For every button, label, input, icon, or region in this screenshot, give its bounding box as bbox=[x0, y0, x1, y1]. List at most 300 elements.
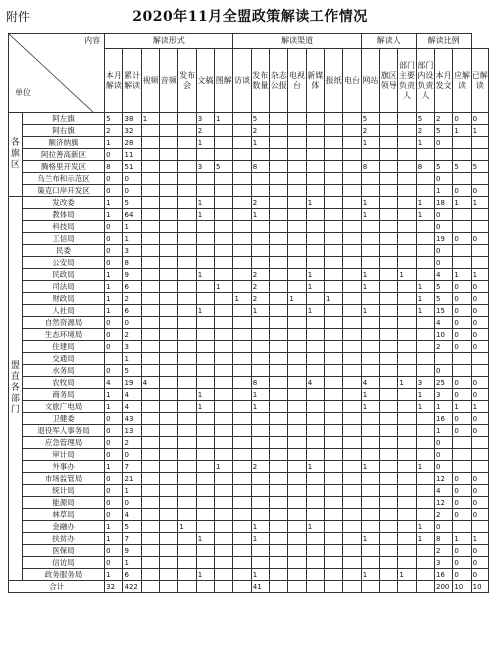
table-cell bbox=[288, 341, 306, 353]
table-cell bbox=[343, 353, 361, 365]
table-cell bbox=[361, 293, 379, 305]
table-cell: 1 bbox=[306, 269, 324, 281]
table-cell bbox=[251, 413, 269, 425]
table-cell: 0 bbox=[105, 449, 123, 461]
table-cell bbox=[306, 185, 324, 197]
table-cell bbox=[398, 545, 416, 557]
table-cell: 1 bbox=[416, 197, 434, 209]
table-cell bbox=[160, 473, 178, 485]
table-cell: 0 bbox=[435, 461, 453, 473]
table-cell: 0 bbox=[453, 497, 471, 509]
table-cell bbox=[160, 233, 178, 245]
table-cell bbox=[215, 509, 233, 521]
table-cell bbox=[215, 473, 233, 485]
table-cell bbox=[343, 521, 361, 533]
table-cell bbox=[288, 473, 306, 485]
table-cell bbox=[251, 545, 269, 557]
table-row bbox=[9, 185, 489, 197]
table-cell bbox=[141, 365, 159, 377]
table-cell bbox=[453, 365, 471, 377]
table-row bbox=[9, 173, 489, 185]
table-cell: 4 bbox=[435, 485, 453, 497]
table-cell: 5 bbox=[471, 161, 488, 173]
table-cell bbox=[343, 341, 361, 353]
table-cell bbox=[141, 173, 159, 185]
table-cell bbox=[380, 161, 398, 173]
table-cell: 1 bbox=[361, 197, 379, 209]
table-cell: 0 bbox=[453, 233, 471, 245]
table-cell bbox=[398, 209, 416, 221]
table-cell: 0 bbox=[105, 509, 123, 521]
table-cell: 3 bbox=[435, 557, 453, 569]
table-cell bbox=[288, 449, 306, 461]
table-cell bbox=[270, 533, 288, 545]
table-cell: 1 bbox=[361, 281, 379, 293]
table-cell: 1 bbox=[416, 533, 434, 545]
table-cell: 8 bbox=[416, 161, 434, 173]
table-cell bbox=[196, 437, 214, 449]
table-cell bbox=[288, 509, 306, 521]
table-cell: 0 bbox=[471, 341, 488, 353]
table-cell: 3 bbox=[196, 161, 214, 173]
table-cell bbox=[453, 257, 471, 269]
table-cell bbox=[270, 305, 288, 317]
table-cell bbox=[343, 401, 361, 413]
table-cell: 1 bbox=[306, 281, 324, 293]
table-cell: 5 bbox=[435, 293, 453, 305]
table-cell bbox=[398, 257, 416, 269]
table-cell bbox=[380, 521, 398, 533]
table-cell bbox=[453, 461, 471, 473]
table-cell bbox=[343, 449, 361, 461]
table-cell: 1 bbox=[398, 569, 416, 581]
table-cell bbox=[178, 317, 196, 329]
table-row bbox=[9, 257, 489, 269]
table-cell bbox=[141, 425, 159, 437]
table-cell bbox=[196, 377, 214, 389]
table-cell: 2 bbox=[251, 281, 269, 293]
table-cell bbox=[380, 125, 398, 137]
table-cell bbox=[361, 545, 379, 557]
table-cell bbox=[251, 365, 269, 377]
table-cell: 1 bbox=[416, 281, 434, 293]
table-cell bbox=[416, 221, 434, 233]
table-cell bbox=[288, 185, 306, 197]
table-cell bbox=[141, 125, 159, 137]
table-cell: 0 bbox=[123, 497, 141, 509]
table-cell: 0 bbox=[453, 113, 471, 125]
table-cell bbox=[288, 305, 306, 317]
table-cell bbox=[178, 149, 196, 161]
table-cell bbox=[233, 365, 251, 377]
table-cell: 4 bbox=[105, 377, 123, 389]
table-cell bbox=[416, 185, 434, 197]
table-cell bbox=[141, 221, 159, 233]
table-cell bbox=[233, 545, 251, 557]
table-cell bbox=[416, 509, 434, 521]
table-cell bbox=[270, 269, 288, 281]
table-cell bbox=[398, 521, 416, 533]
table-cell bbox=[251, 245, 269, 257]
table-cell bbox=[343, 173, 361, 185]
table-cell bbox=[380, 461, 398, 473]
table-cell: 0 bbox=[453, 485, 471, 497]
table-cell bbox=[325, 509, 343, 521]
table-cell: 0 bbox=[435, 221, 453, 233]
table-cell bbox=[288, 197, 306, 209]
column-header: 杂志公报 bbox=[270, 49, 288, 113]
column-header: 部门主要负责人 bbox=[398, 49, 416, 113]
table-cell: 0 bbox=[123, 317, 141, 329]
unit-name: 卫健委 bbox=[22, 413, 104, 425]
table-cell bbox=[178, 185, 196, 197]
table-cell bbox=[196, 185, 214, 197]
table-cell: 0 bbox=[105, 413, 123, 425]
table-cell: 0 bbox=[453, 389, 471, 401]
table-cell bbox=[233, 221, 251, 233]
table-cell: 8 bbox=[361, 161, 379, 173]
table-cell: 0 bbox=[105, 425, 123, 437]
table-cell: 0 bbox=[453, 341, 471, 353]
table-cell bbox=[141, 485, 159, 497]
table-cell bbox=[453, 137, 471, 149]
table-cell: 1 bbox=[215, 281, 233, 293]
column-header: 访谈 bbox=[233, 49, 251, 113]
unit-name: 阿拉善高新区 bbox=[22, 149, 104, 161]
table-cell bbox=[325, 245, 343, 257]
table-cell bbox=[233, 521, 251, 533]
table-cell bbox=[178, 113, 196, 125]
table-cell: 1 bbox=[105, 461, 123, 473]
table-cell: 1 bbox=[178, 521, 196, 533]
table-cell bbox=[288, 365, 306, 377]
table-cell: 19 bbox=[435, 233, 453, 245]
table-cell bbox=[178, 389, 196, 401]
column-group-header: 解读渠道 bbox=[233, 34, 361, 49]
table-cell bbox=[453, 449, 471, 461]
table-cell bbox=[361, 317, 379, 329]
table-cell: 1 bbox=[251, 401, 269, 413]
table-cell: 1 bbox=[105, 209, 123, 221]
table-cell bbox=[325, 317, 343, 329]
table-cell bbox=[270, 353, 288, 365]
table-cell bbox=[233, 245, 251, 257]
table-cell bbox=[141, 293, 159, 305]
table-cell bbox=[288, 161, 306, 173]
table-cell bbox=[141, 497, 159, 509]
table-cell bbox=[178, 437, 196, 449]
table-cell bbox=[325, 137, 343, 149]
table-row bbox=[9, 377, 489, 389]
table-cell bbox=[453, 437, 471, 449]
table-cell: 1 bbox=[123, 353, 141, 365]
table-cell: 1 bbox=[361, 305, 379, 317]
table-cell: 6 bbox=[123, 569, 141, 581]
table-cell bbox=[233, 185, 251, 197]
table-cell bbox=[251, 233, 269, 245]
table-cell bbox=[215, 545, 233, 557]
table-cell bbox=[288, 437, 306, 449]
table-cell bbox=[215, 449, 233, 461]
table-cell bbox=[178, 209, 196, 221]
column-header: 报纸 bbox=[325, 49, 343, 113]
table-cell bbox=[398, 341, 416, 353]
table-cell bbox=[160, 329, 178, 341]
table-row bbox=[9, 113, 489, 125]
column-header: 发布会 bbox=[178, 49, 196, 113]
table-cell bbox=[160, 197, 178, 209]
table-cell bbox=[398, 437, 416, 449]
unit-name: 发改委 bbox=[22, 197, 104, 209]
table-cell bbox=[380, 509, 398, 521]
table-cell bbox=[288, 557, 306, 569]
table-cell bbox=[343, 293, 361, 305]
table-cell bbox=[325, 257, 343, 269]
table-cell bbox=[178, 413, 196, 425]
table-cell bbox=[325, 233, 343, 245]
table-cell bbox=[416, 485, 434, 497]
table-cell: 51 bbox=[123, 161, 141, 173]
table-cell bbox=[416, 329, 434, 341]
table-cell bbox=[160, 413, 178, 425]
table-cell: 1 bbox=[105, 137, 123, 149]
table-cell bbox=[196, 449, 214, 461]
table-cell: 1 bbox=[196, 389, 214, 401]
table-cell bbox=[251, 221, 269, 233]
table-cell: 3 bbox=[123, 245, 141, 257]
table-cell bbox=[361, 353, 379, 365]
table-cell bbox=[233, 557, 251, 569]
table-cell bbox=[325, 197, 343, 209]
table-cell: 0 bbox=[105, 545, 123, 557]
table-cell bbox=[416, 317, 434, 329]
table-cell bbox=[160, 353, 178, 365]
table-cell bbox=[416, 497, 434, 509]
table-cell bbox=[215, 185, 233, 197]
table-cell bbox=[343, 485, 361, 497]
column-header: 网站 bbox=[361, 49, 379, 113]
table-cell bbox=[160, 533, 178, 545]
table-cell bbox=[325, 185, 343, 197]
table-cell bbox=[160, 365, 178, 377]
table-cell bbox=[453, 173, 471, 185]
table-cell bbox=[270, 125, 288, 137]
table-cell: 0 bbox=[453, 185, 471, 197]
table-cell bbox=[160, 221, 178, 233]
table-cell: 2 bbox=[416, 125, 434, 137]
table-cell bbox=[398, 425, 416, 437]
table-cell bbox=[288, 569, 306, 581]
table-cell bbox=[380, 377, 398, 389]
table-cell bbox=[343, 413, 361, 425]
table-cell: 1 bbox=[453, 269, 471, 281]
table-cell bbox=[343, 389, 361, 401]
table-cell bbox=[343, 233, 361, 245]
table-cell bbox=[215, 497, 233, 509]
unit-name: 扶贫办 bbox=[22, 533, 104, 545]
corner-content-label: 内容 bbox=[84, 36, 101, 45]
table-cell bbox=[325, 569, 343, 581]
table-cell bbox=[178, 401, 196, 413]
table-cell bbox=[215, 245, 233, 257]
table-cell bbox=[380, 545, 398, 557]
table-cell bbox=[380, 581, 398, 593]
table-cell: 12 bbox=[435, 497, 453, 509]
table-cell bbox=[361, 173, 379, 185]
table-cell bbox=[215, 137, 233, 149]
table-cell bbox=[233, 389, 251, 401]
table-cell: 1 bbox=[471, 197, 488, 209]
table-row bbox=[9, 437, 489, 449]
table-cell: 8 bbox=[251, 377, 269, 389]
table-cell: 0 bbox=[453, 293, 471, 305]
table-cell bbox=[380, 425, 398, 437]
table-cell bbox=[270, 401, 288, 413]
table-cell: 1 bbox=[123, 233, 141, 245]
table-cell bbox=[196, 233, 214, 245]
table-cell bbox=[343, 581, 361, 593]
table-cell bbox=[325, 557, 343, 569]
table-cell bbox=[306, 509, 324, 521]
table-cell: 1 bbox=[105, 521, 123, 533]
column-header: 文稿 bbox=[196, 49, 214, 113]
table-cell bbox=[325, 305, 343, 317]
table-cell: 0 bbox=[471, 497, 488, 509]
table-cell bbox=[270, 545, 288, 557]
column-header: 本月发文 bbox=[435, 49, 453, 113]
table-cell bbox=[343, 509, 361, 521]
table-cell bbox=[270, 245, 288, 257]
table-cell: 0 bbox=[471, 557, 488, 569]
table-cell: 0 bbox=[453, 545, 471, 557]
table-cell bbox=[343, 533, 361, 545]
table-cell: 9 bbox=[123, 269, 141, 281]
table-cell bbox=[141, 149, 159, 161]
table-cell bbox=[380, 185, 398, 197]
table-cell bbox=[215, 209, 233, 221]
table-cell bbox=[215, 557, 233, 569]
table-cell bbox=[270, 317, 288, 329]
table-cell bbox=[160, 161, 178, 173]
table-cell: 4 bbox=[435, 269, 453, 281]
table-cell: 1 bbox=[306, 521, 324, 533]
table-cell bbox=[325, 485, 343, 497]
table-cell bbox=[160, 293, 178, 305]
table-row bbox=[9, 281, 489, 293]
table-cell bbox=[398, 533, 416, 545]
table-cell bbox=[270, 413, 288, 425]
table-cell bbox=[416, 269, 434, 281]
table-cell: 13 bbox=[123, 425, 141, 437]
table-cell: 0 bbox=[435, 449, 453, 461]
table-cell bbox=[288, 221, 306, 233]
table-cell bbox=[325, 149, 343, 161]
unit-name: 腾格里开发区 bbox=[22, 161, 104, 173]
table-cell bbox=[196, 581, 214, 593]
unit-name: 审计局 bbox=[22, 449, 104, 461]
table-cell: 1 bbox=[453, 197, 471, 209]
table-cell bbox=[471, 353, 488, 365]
table-cell: 21 bbox=[123, 473, 141, 485]
table-row bbox=[9, 341, 489, 353]
table-cell bbox=[178, 245, 196, 257]
table-cell bbox=[398, 473, 416, 485]
table-cell: 0 bbox=[435, 245, 453, 257]
table-cell bbox=[233, 533, 251, 545]
table-cell bbox=[196, 353, 214, 365]
table-cell: 2 bbox=[435, 341, 453, 353]
table-cell bbox=[270, 473, 288, 485]
table-cell: 7 bbox=[123, 533, 141, 545]
table-cell bbox=[178, 137, 196, 149]
table-cell bbox=[325, 125, 343, 137]
table-cell bbox=[288, 377, 306, 389]
document-title: 2020年11月全盟政策解读工作情况 bbox=[132, 9, 368, 25]
table-cell: 9 bbox=[123, 545, 141, 557]
table-cell bbox=[141, 305, 159, 317]
table-cell: 1 bbox=[361, 269, 379, 281]
table-row bbox=[9, 329, 489, 341]
table-cell bbox=[416, 473, 434, 485]
table-cell bbox=[105, 353, 123, 365]
table-cell: 0 bbox=[105, 317, 123, 329]
table-cell bbox=[251, 425, 269, 437]
table-cell bbox=[196, 521, 214, 533]
table-cell: 7 bbox=[123, 461, 141, 473]
table-cell bbox=[251, 437, 269, 449]
table-cell: 0 bbox=[105, 485, 123, 497]
table-cell: 2 bbox=[251, 125, 269, 137]
table-cell bbox=[196, 341, 214, 353]
table-cell bbox=[325, 581, 343, 593]
table-cell bbox=[141, 353, 159, 365]
table-cell bbox=[306, 161, 324, 173]
table-cell bbox=[343, 329, 361, 341]
table-cell bbox=[141, 197, 159, 209]
table-cell: 4 bbox=[123, 401, 141, 413]
table-cell bbox=[380, 293, 398, 305]
table-cell bbox=[306, 581, 324, 593]
table-cell: 1 bbox=[361, 533, 379, 545]
table-cell: 0 bbox=[453, 413, 471, 425]
table-cell: 0 bbox=[105, 557, 123, 569]
table-row bbox=[9, 305, 489, 317]
table-cell: 1 bbox=[105, 401, 123, 413]
table-cell: 3 bbox=[196, 113, 214, 125]
table-cell: 5 bbox=[453, 161, 471, 173]
table-cell bbox=[453, 149, 471, 161]
table-row bbox=[9, 401, 489, 413]
unit-name: 生态环境局 bbox=[22, 329, 104, 341]
table-cell bbox=[178, 221, 196, 233]
table-cell bbox=[215, 329, 233, 341]
table-cell bbox=[288, 425, 306, 437]
table-cell bbox=[380, 245, 398, 257]
table-cell bbox=[160, 557, 178, 569]
table-cell: 5 bbox=[105, 113, 123, 125]
table-cell bbox=[343, 569, 361, 581]
table-cell bbox=[178, 125, 196, 137]
table-cell bbox=[361, 581, 379, 593]
table-cell bbox=[160, 113, 178, 125]
unit-name: 能源局 bbox=[22, 497, 104, 509]
table-cell: 0 bbox=[123, 449, 141, 461]
table-cell bbox=[471, 365, 488, 377]
table-cell bbox=[343, 437, 361, 449]
table-cell: 0 bbox=[471, 389, 488, 401]
table-row bbox=[9, 269, 489, 281]
table-cell bbox=[270, 569, 288, 581]
